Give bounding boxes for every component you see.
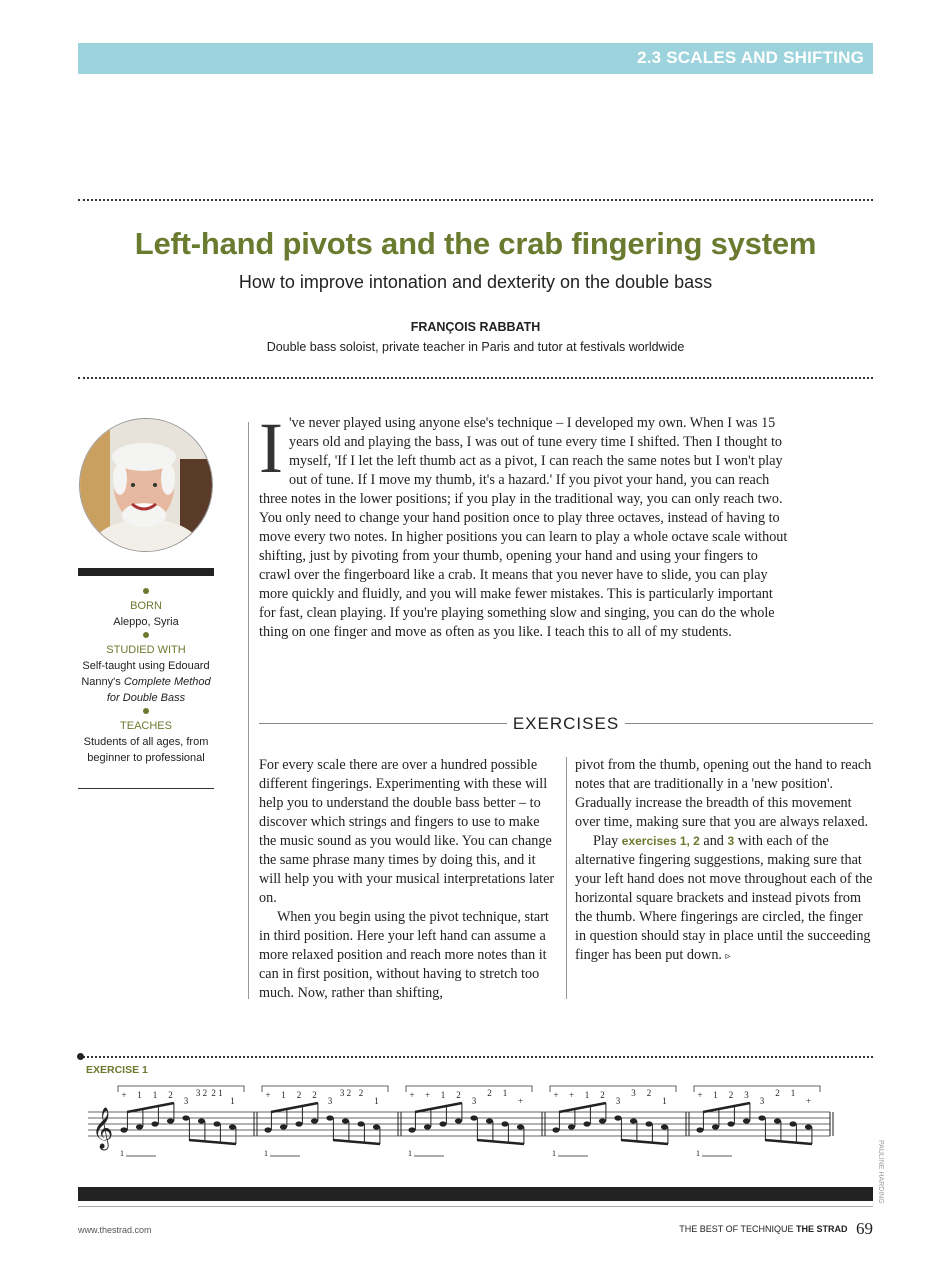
- studied-value: [78, 658, 214, 706]
- fingering-number: +: [409, 1090, 415, 1100]
- note-beam: [271, 1103, 318, 1112]
- note-head: [789, 1121, 796, 1126]
- fingering-number: 2: [312, 1090, 317, 1100]
- finger-one-marker: 1: [408, 1149, 412, 1158]
- note-head: [727, 1121, 734, 1126]
- born-value: Aleppo, Syria: [113, 616, 179, 628]
- note-head: [120, 1127, 127, 1132]
- note-head: [568, 1124, 575, 1129]
- paragraph: When you begin using the pivot technique, start in third position. Here your left hand can assume a more relaxed position and reach more notes than it can in first position, without having to stretch too much. Now, rather than shifting,: [259, 909, 549, 1001]
- footer-publication: [679, 1219, 873, 1239]
- fingering-number: 1: [584, 1090, 590, 1100]
- note-head: [439, 1121, 446, 1126]
- fingering-number: 1: [281, 1090, 286, 1100]
- note-head: [583, 1121, 590, 1126]
- fingering-number: 3: [183, 1096, 189, 1106]
- note-head: [696, 1127, 703, 1132]
- note-head: [455, 1118, 462, 1123]
- drop-cap: I: [259, 408, 283, 488]
- sidebar-top-bar: [78, 568, 214, 576]
- paragraph: For every scale there are over a hundred possible different fingerings. Experimenting with these will help you to understand the double bass better – to discover which strings and fingers to use to make the music sound as you would like. You can change the same phrase many times by doing this, and it will help you with your musical interpretations later on.: [259, 757, 555, 906]
- note-beam: [621, 1140, 668, 1144]
- fingering-number: +: [424, 1090, 431, 1100]
- fingering-number: 2: [775, 1088, 780, 1098]
- note-head: [326, 1115, 333, 1120]
- bullet-icon: [143, 708, 149, 714]
- dotted-divider-top: [78, 199, 873, 201]
- note-head: [712, 1124, 719, 1129]
- note-beam: [189, 1140, 236, 1144]
- note-head: [280, 1124, 287, 1129]
- fingering-number: +: [265, 1090, 271, 1100]
- photo-credit: [871, 1140, 891, 1210]
- fingering-number: 3: [327, 1096, 333, 1106]
- note-beam: [559, 1103, 606, 1112]
- note-beam: [477, 1140, 524, 1144]
- exercise-bullet-icon: [77, 1053, 84, 1060]
- text-run: with each of the alternative fingering suggestions, making sure that your left hand does not move throughout each of the horizontal square brackets and instead pivots from the thumb. Where fingerings are circled, the finger in question should stay in place until the succeeding finger has been put down.: [575, 833, 873, 963]
- bullet-icon: [143, 632, 149, 638]
- note-head: [264, 1127, 271, 1132]
- fingering-number: 1: [790, 1088, 796, 1098]
- note-head: [599, 1118, 606, 1123]
- fingering-number: 1: [502, 1088, 508, 1098]
- note-beam: [765, 1140, 812, 1144]
- footer-url[interactable]: www.thestrad.com: [78, 1225, 152, 1235]
- article-title: Left-hand pivots and the crab fingering system: [134, 226, 817, 261]
- note-head: [743, 1118, 750, 1123]
- treble-clef-icon: 𝄞: [92, 1108, 114, 1149]
- note-head: [151, 1121, 158, 1126]
- finger-one-marker: 1: [264, 1149, 268, 1158]
- note-head: [517, 1124, 524, 1129]
- fingering-number: +: [517, 1096, 524, 1106]
- fingering-number: 3: [759, 1096, 765, 1106]
- studied-value-book: Complete Method for Double Bass: [106, 676, 211, 704]
- fingering-number: +: [553, 1090, 559, 1100]
- music-staff: [88, 1080, 838, 1160]
- note-head: [198, 1118, 205, 1123]
- note-head: [661, 1124, 668, 1129]
- fingering-number: 2: [296, 1090, 302, 1100]
- note-beam: [703, 1103, 750, 1112]
- note-head: [805, 1124, 812, 1129]
- fingering-number: 1: [713, 1090, 718, 1100]
- intro-paragraph: [259, 408, 789, 642]
- finger-one-marker: 1: [120, 1149, 124, 1158]
- fingering-number: 2: [487, 1088, 492, 1098]
- exercises-link[interactable]: exercises 1, 2: [621, 834, 700, 848]
- note-head: [311, 1118, 318, 1123]
- fingering-number: 3: [631, 1088, 636, 1098]
- note-head: [167, 1118, 174, 1123]
- note-head: [136, 1124, 143, 1129]
- article-subtitle: How to improve intonation and dexterity on the double bass: [238, 272, 713, 292]
- fingering-number: 1: [230, 1096, 235, 1106]
- fingering-number: 1: [440, 1090, 446, 1100]
- note-head: [552, 1127, 559, 1132]
- note-head: [501, 1121, 508, 1126]
- born-label: BORN: [130, 600, 162, 612]
- end-mark-icon: ▹: [725, 951, 731, 962]
- fingering-number: 2: [646, 1088, 652, 1098]
- fingering-number: 2: [168, 1090, 173, 1100]
- fingering-number: 2: [358, 1088, 364, 1098]
- fingering-number: 2 1: [211, 1088, 223, 1098]
- exercises-heading-text: EXERCISES: [507, 714, 625, 733]
- column-rule-middle: [566, 757, 567, 999]
- photo-credit-text: PAULINE HARDING: [877, 1140, 884, 1204]
- footer-series: THE BEST OF TECHNIQUE: [679, 1224, 794, 1234]
- page-number: 69: [856, 1219, 873, 1238]
- sidebar-bottom-rule: [78, 788, 214, 789]
- bottom-bar: [78, 1187, 873, 1201]
- note-head: [229, 1124, 236, 1129]
- intro-text: 've never played using anyone else's technique – I developed my own. When I was 15 years old and playing the bass, I was out of tune every time I shifted. Then I thought to myself, 'If I let the left thumb act as a pivot, I can reach the same notes but I won't play out of tune. If I move my thumb, it's a hazard.' If you pivot your hand, you can reach three notes in the lower positions; if you play in the traditional way, you can only reach two. You only need to change your hand position once to play three octaves, instead of having to move every two notes. In higher positions you can learn to play a whole octave scale without shifting, just by pivoting from your thumb, opening your hand and using your fingers to crawl over the fingerboard like a crab. It means that you never have to slide, you can play more quickly and fluidly, and you will make fewer mistakes. This is particularly important for fast, clean playing. If you're playing something slow and singing, you can do the whole thing on one finger and move as often as you like. I teach this to all of my students.: [259, 415, 788, 640]
- body-column-1: [259, 756, 559, 1003]
- teaches-value: Students of all ages, from beginner to professional: [83, 736, 209, 764]
- paragraph: pivot from the thumb, opening out the hand to reach notes that are traditionally in a 'new position'. Gradually increase the breadth of this movement over time, making sure that you are always relaxed.: [575, 757, 872, 830]
- exercise-3-link[interactable]: 3: [727, 834, 735, 848]
- fingering-number: +: [121, 1090, 127, 1100]
- teaches-label: TEACHES: [120, 720, 172, 732]
- section-header-bar: [78, 43, 873, 74]
- fingering-number: 1: [152, 1090, 158, 1100]
- note-head: [295, 1121, 302, 1126]
- note-head: [614, 1115, 621, 1120]
- note-beam: [415, 1103, 462, 1112]
- fingering-number: 3: [744, 1090, 749, 1100]
- note-head: [424, 1124, 431, 1129]
- author-name: FRANÇOIS RABBATH: [410, 320, 541, 334]
- section-title: 2.3 SCALES AND SHIFTING: [637, 48, 864, 67]
- note-head: [774, 1118, 781, 1123]
- note-head: [357, 1121, 364, 1126]
- text-run: and: [699, 833, 728, 849]
- fingering-number: 3: [615, 1096, 621, 1106]
- note-head: [342, 1118, 349, 1123]
- exercises-heading: [259, 714, 873, 736]
- fingering-number: 1: [662, 1096, 667, 1106]
- studied-value-text: Self-taught using Edouard Nanny's: [81, 660, 210, 688]
- note-head: [486, 1118, 493, 1123]
- paragraph: [575, 832, 875, 966]
- author-info-box: [78, 586, 214, 768]
- footer-brand: THE STRAD: [795, 1224, 848, 1234]
- note-head: [213, 1121, 220, 1126]
- dotted-divider-bottom: [78, 377, 873, 379]
- fingering-number: 2: [728, 1090, 734, 1100]
- note-head: [373, 1124, 380, 1129]
- finger-one-marker: 1: [696, 1149, 700, 1158]
- note-head: [408, 1127, 415, 1132]
- column-rule-left: [248, 422, 249, 999]
- note-head: [470, 1115, 477, 1120]
- fingering-number: +: [568, 1090, 575, 1100]
- exercise-dotted-rule: [78, 1056, 873, 1058]
- fingering-number: +: [697, 1090, 703, 1100]
- bottom-rule: [78, 1206, 873, 1207]
- fingering-number: 3 2: [195, 1088, 208, 1098]
- note-head: [645, 1121, 652, 1126]
- fingering-number: 3 2: [339, 1088, 352, 1098]
- fingering-number: 1: [374, 1096, 379, 1106]
- note-beam: [333, 1140, 380, 1144]
- fingering-number: 3: [471, 1096, 477, 1106]
- exercise-1-score: [88, 1080, 838, 1160]
- fingering-number: 1: [137, 1090, 142, 1100]
- fingering-number: 2: [456, 1090, 461, 1100]
- note-beam: [127, 1103, 174, 1112]
- fingering-number: +: [805, 1096, 812, 1106]
- exercise-1-label: EXERCISE 1: [86, 1064, 148, 1076]
- note-head: [758, 1115, 765, 1120]
- finger-one-marker: 1: [552, 1149, 556, 1158]
- fingering-number: 2: [600, 1090, 605, 1100]
- bullet-icon: [143, 588, 149, 594]
- note-head: [182, 1115, 189, 1120]
- note-head: [630, 1118, 637, 1123]
- text-run: Play: [593, 833, 622, 849]
- body-column-2: [575, 756, 875, 966]
- author-description: Double bass soloist, private teacher in Paris and tutor at festivals worldwide: [266, 340, 685, 354]
- studied-label: STUDIED WITH: [106, 644, 186, 656]
- author-portrait: [79, 418, 213, 552]
